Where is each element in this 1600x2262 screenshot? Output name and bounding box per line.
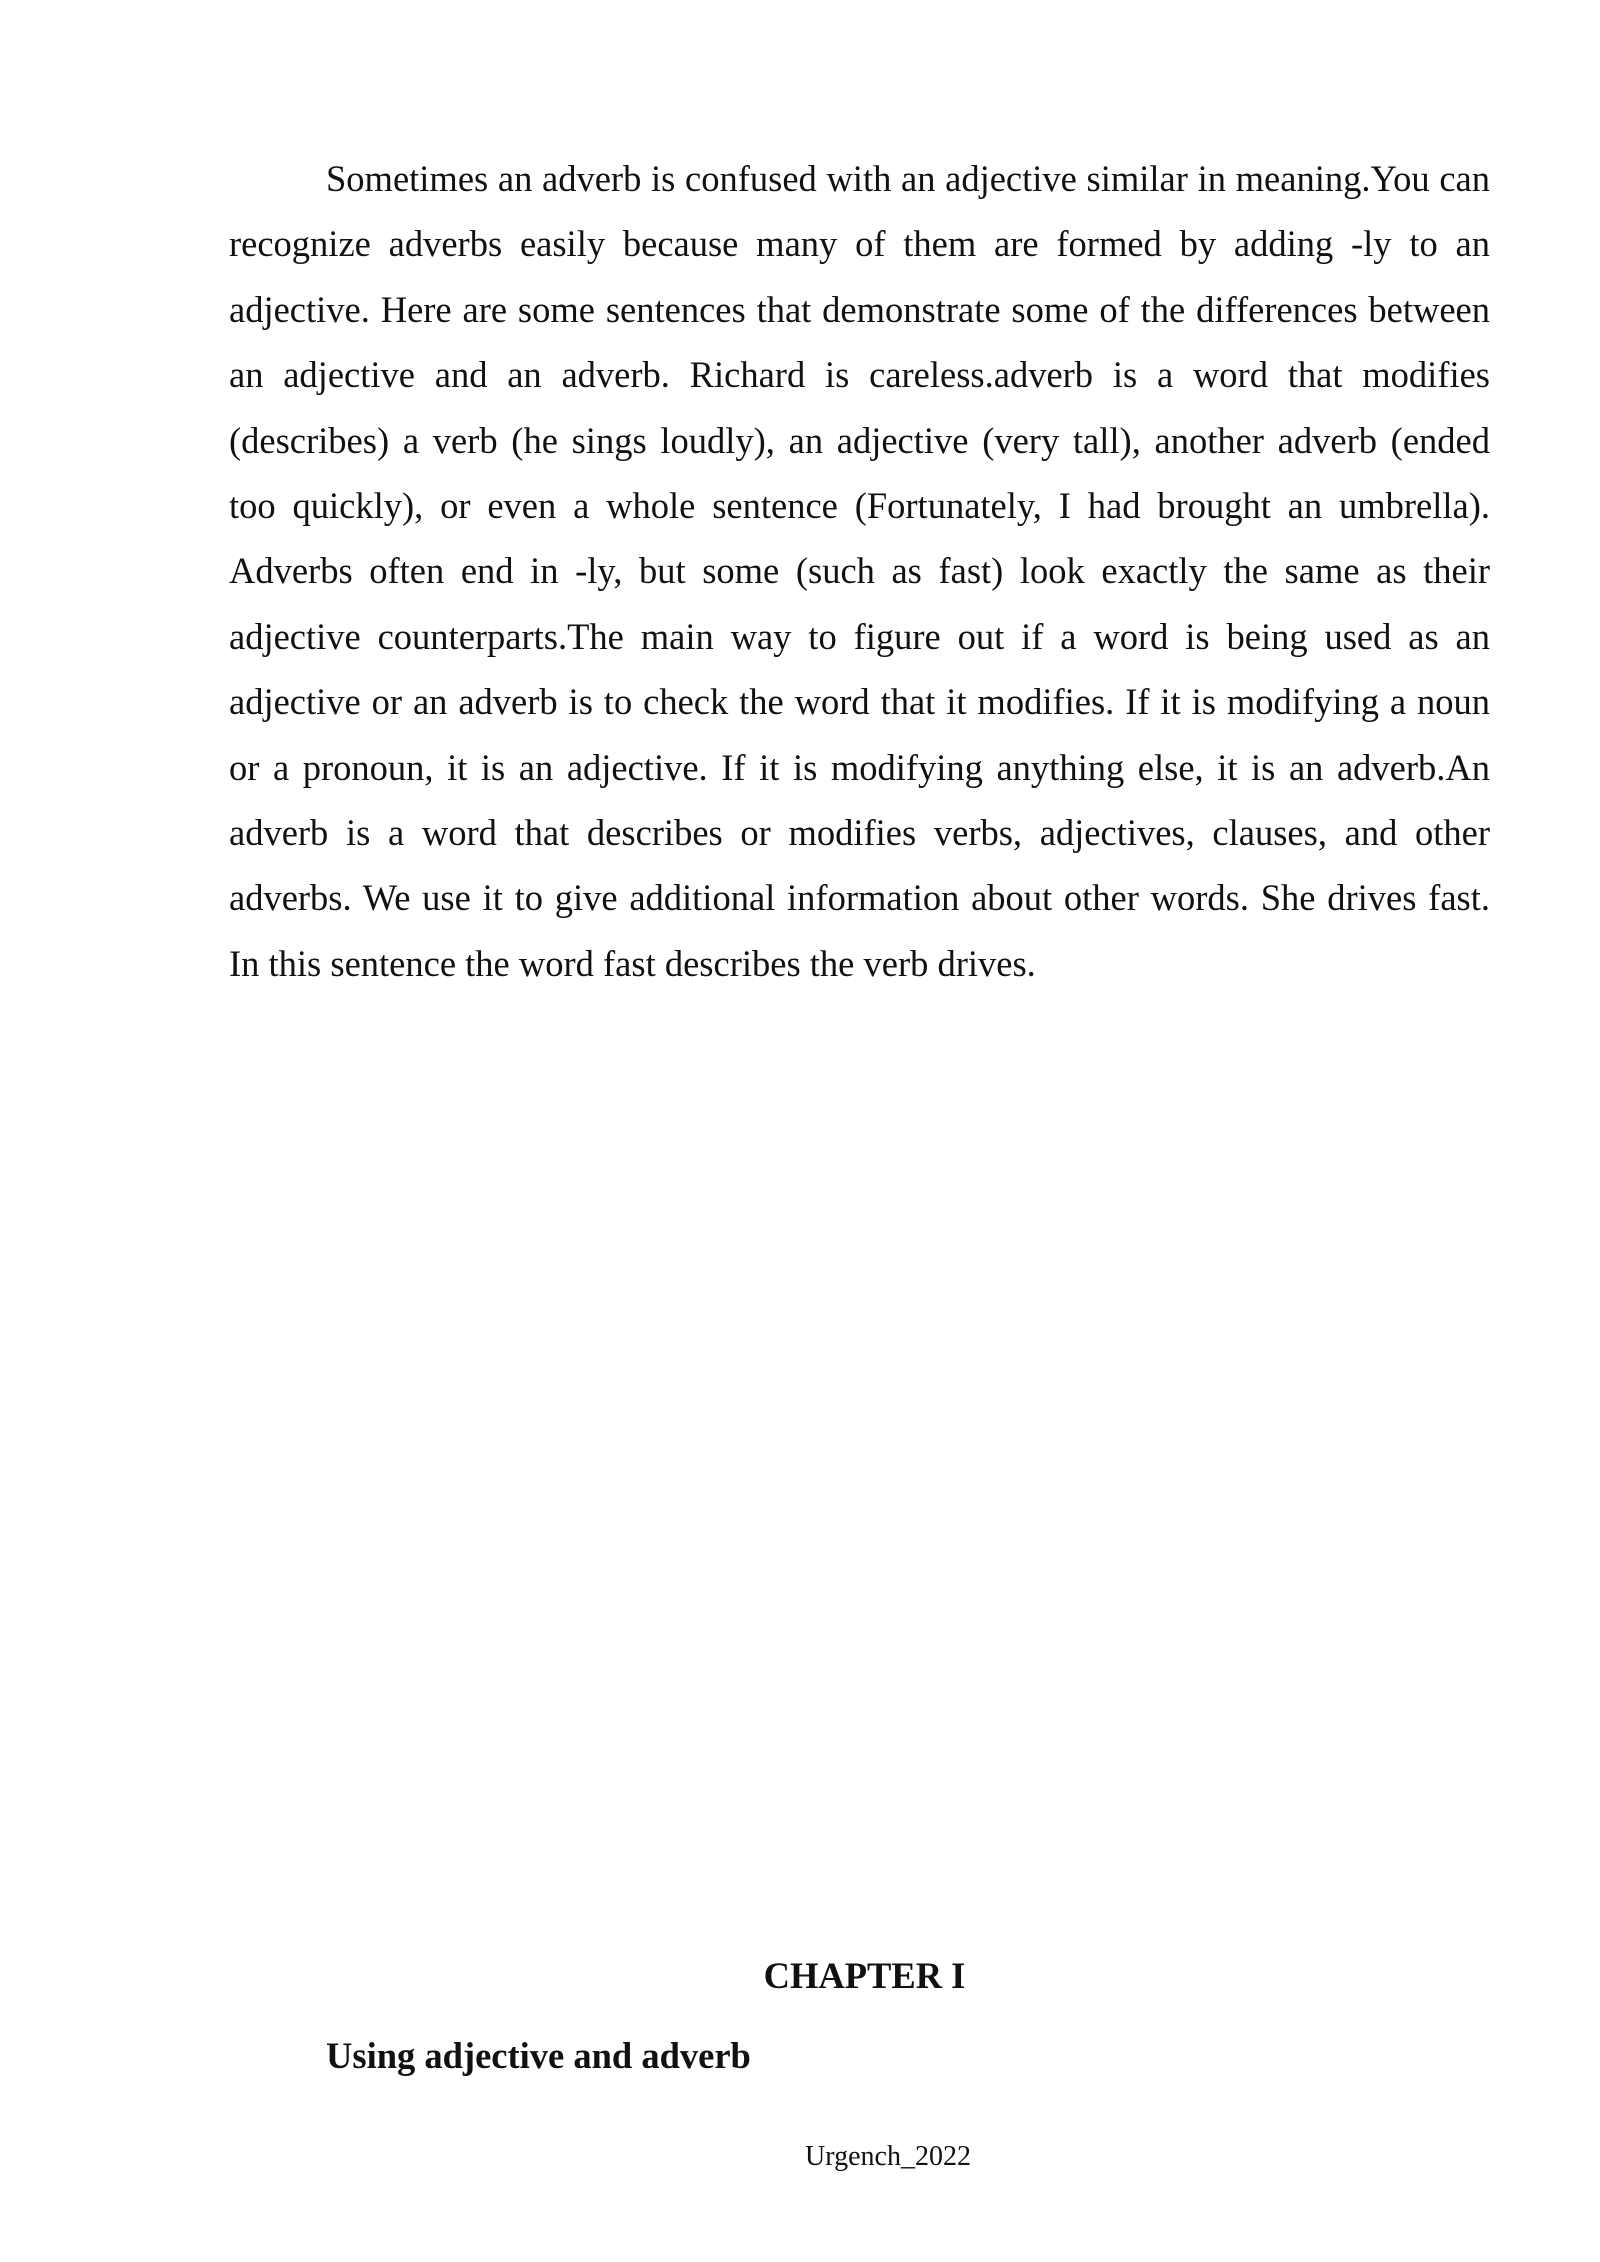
section-heading: Using adjective and adverb: [326, 2035, 751, 2076]
chapter-heading: CHAPTER I: [763, 1955, 966, 1996]
page-footer: Urgench_2022: [805, 2141, 971, 2172]
body-paragraph: Sometimes an adverb is confused with an adjective similar in meaning.You can recognize adverbs easily because many of them are formed by adding -ly to an adjective. Here are some sentences that demonstrate some of the differences between an adjective and an adverb. Richard is careless.adverb is a word that modifies (describes) a verb (he sings loudly), an adjective (very tall), another adverb (ended too quickly), or even a whole sentence (Fortunately, I had brought an umbrella). Adverbs often end in -ly, but some (such as fast) look exactly the same as their adjective counterparts.The main way to figure out if a word is being used as an adjective or an adverb is to check the word that it modifies. If it is modifying a noun or a pronoun, it is an adjective. If it is modifying anything else, it is an adverb.An adverb is a word that describes or modifies verbs, adjectives, clauses, and other adverbs. We use it to give additional information about other words. She drives fast. In this sentence the word fast describes the verb drives.: [229, 158, 1490, 984]
